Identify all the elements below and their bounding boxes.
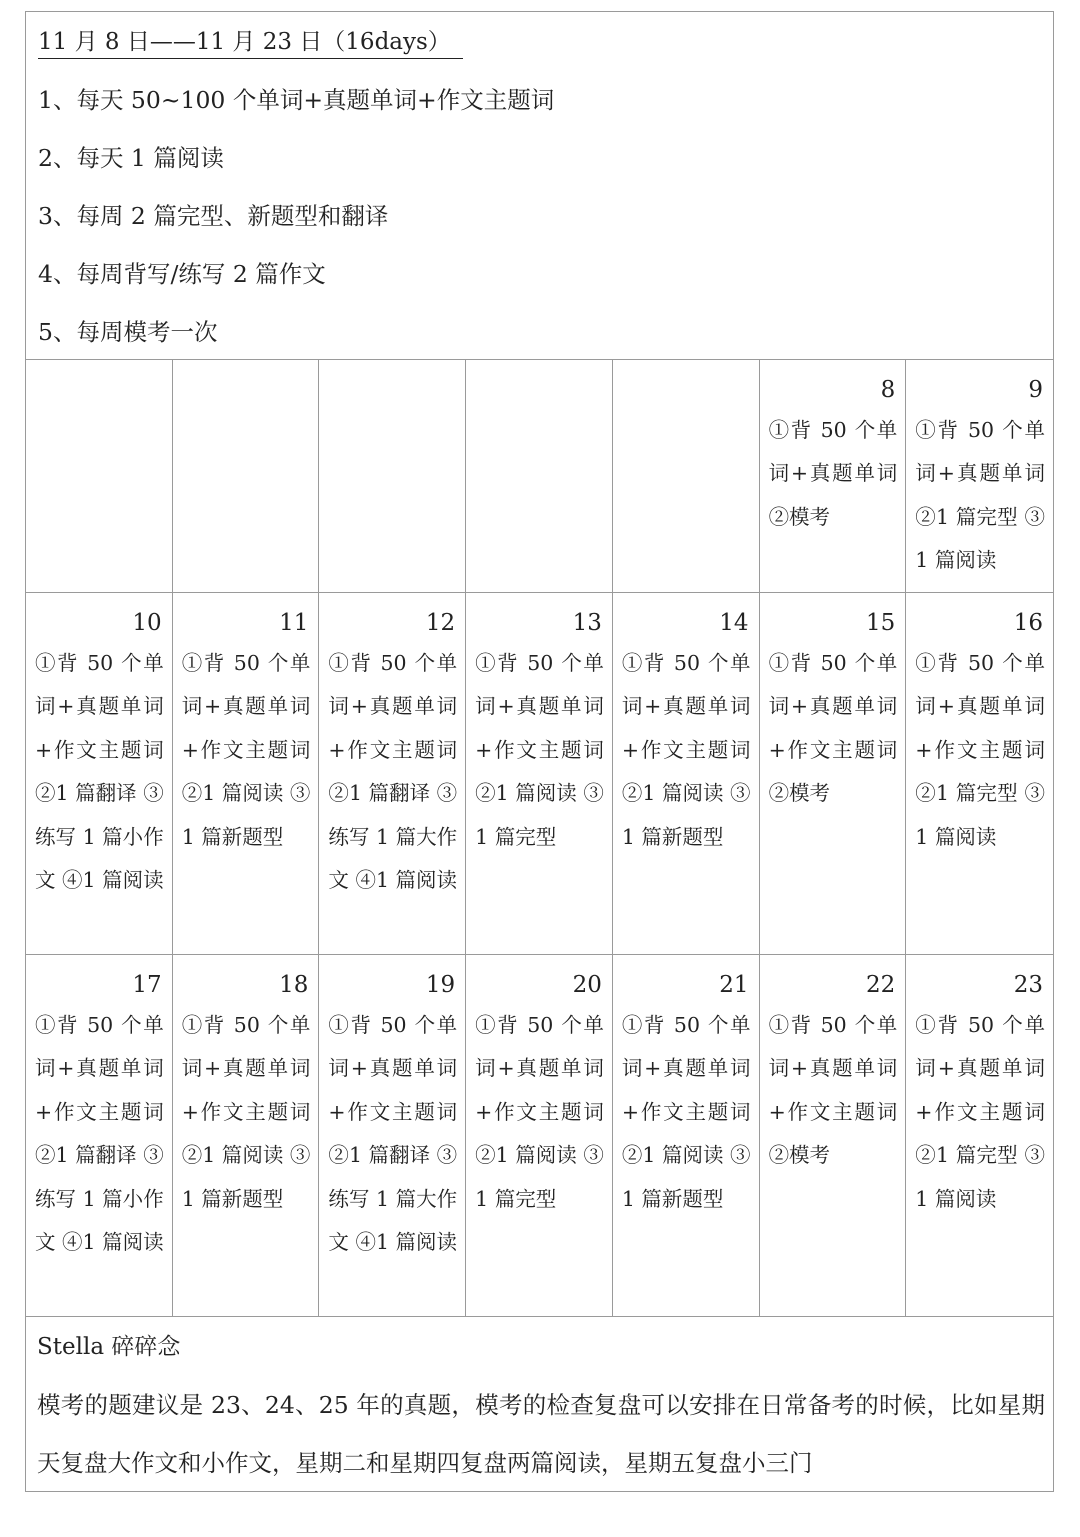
day-tasks: ①背 50 个单词+真题单词 +作文主题词 ②1 篇翻译 ③练写 1 篇小作文 ④1 篇阅读: [35, 651, 164, 893]
study-plan-sheet: [25, 11, 1054, 1492]
day-number: 9: [1028, 377, 1043, 403]
day-tasks: ①背 50 个单词+真题单词 ②1 篇完型 ③1 篇阅读: [915, 418, 1045, 573]
calendar-grid: [26, 360, 1053, 1317]
calendar-day-cell: [613, 360, 760, 593]
day-number: 10: [132, 610, 162, 636]
goal-item: 3、每周 2 篇完型、新题型和翻译: [38, 202, 389, 230]
day-tasks: ①背 50 个单词+真题单词 ②模考: [768, 418, 898, 529]
goal-item: 2、每天 1 篇阅读: [38, 144, 224, 172]
day-number: 23: [1013, 972, 1043, 998]
day-tasks: ①背 50 个单词+真题单词 +作文主题词 ②1 篇阅读 ③1 篇新题型: [621, 651, 751, 849]
calendar-day-cell: [319, 593, 466, 955]
stella-note: [26, 1317, 1053, 1491]
calendar-day-cell: [173, 955, 320, 1317]
day-number: 20: [572, 972, 602, 998]
note-author: Stella 碎碎念: [37, 1334, 181, 1360]
day-number: 12: [425, 610, 456, 636]
day-number: 11: [279, 610, 309, 636]
calendar-day-cell: [466, 593, 613, 955]
day-tasks: ①背 50 个单词+真题单词 +作文主题词 ②1 篇翻译 ③练写 1 篇大作文 ④1 篇阅读: [328, 651, 458, 893]
day-tasks: ①背 50 个单词+真题单词 +作文主题词 ②1 篇阅读 ③1 篇完型: [475, 651, 604, 849]
calendar-day-cell: [26, 593, 173, 955]
calendar-day-cell: [613, 593, 760, 955]
day-tasks: ①背 50 个单词+真题单词 +作文主题词 ②模考: [768, 651, 898, 806]
goal-item: 4、每周背写/练写 2 篇作文: [38, 260, 326, 288]
goal-item: 1、每天 50~100 个单词+真题单词+作文主题词: [38, 86, 555, 114]
calendar-day-cell: [466, 360, 613, 593]
day-number: 17: [132, 972, 162, 998]
day-tasks: ①背 50 个单词+真题单词 +作文主题词 ②1 篇完型 ③1 篇阅读: [915, 651, 1045, 849]
calendar-day-cell: [760, 955, 907, 1317]
calendar-day-cell: [466, 955, 613, 1317]
day-tasks: ①背 50 个单词+真题单词 +作文主题词 ②模考: [768, 1013, 898, 1168]
calendar-day-cell: [760, 593, 907, 955]
day-number: 15: [866, 610, 896, 636]
day-tasks: ①背 50 个单词+真题单词 +作文主题词 ②1 篇阅读 ③1 篇新题型: [621, 1013, 751, 1211]
day-tasks: ①背 50 个单词+真题单词 +作文主题词 ②1 篇阅读 ③1 篇完型: [475, 1013, 604, 1211]
calendar-day-cell: [906, 360, 1053, 593]
day-tasks: ①背 50 个单词+真题单词 +作文主题词 ②1 篇翻译 ③练写 1 篇大作文 ④1 篇阅读: [328, 1013, 458, 1255]
calendar-day-cell: [319, 955, 466, 1317]
day-number: 19: [425, 972, 456, 998]
day-tasks: ①背 50 个单词+真题单词 +作文主题词 ②1 篇完型 ③1 篇阅读: [915, 1013, 1045, 1211]
calendar-day-cell: [760, 360, 907, 593]
goal-item: 5、每周模考一次: [38, 318, 218, 346]
day-number: 8: [880, 377, 896, 403]
day-tasks: ①背 50 个单词+真题单词 +作文主题词 ②1 篇翻译 ③练写 1 篇小作文 ④1 篇阅读: [35, 1013, 164, 1255]
day-number: 13: [572, 610, 602, 636]
calendar-day-cell: [26, 955, 173, 1317]
day-number: 22: [866, 972, 896, 998]
calendar-day-cell: [906, 955, 1053, 1317]
calendar-day-cell: [173, 360, 320, 593]
date-range: 11 月 8 日——11 月 23 日（16days）: [38, 26, 463, 59]
day-number: 18: [279, 972, 309, 998]
day-tasks: ①背 50 个单词+真题单词 +作文主题词 ②1 篇阅读 ③1 篇新题型: [181, 1013, 311, 1211]
day-number: 16: [1013, 610, 1043, 636]
day-number: 14: [719, 610, 749, 636]
calendar-day-cell: [173, 593, 320, 955]
calendar-day-cell: [906, 593, 1053, 955]
calendar-day-cell: [319, 360, 466, 593]
day-number: 21: [719, 972, 749, 998]
calendar-day-cell: [26, 360, 173, 593]
plan-header: [26, 12, 1053, 360]
note-text: 模考的题建议是 23、24、25 年的真题，模考的检查复盘可以安排在日常备考的时候，比如星期天复盘大作文和小作文，星期二和星期四复盘两篇阅读，星期五复盘小三门: [37, 1391, 1045, 1477]
calendar-day-cell: [613, 955, 760, 1317]
day-tasks: ①背 50 个单词+真题单词 +作文主题词 ②1 篇阅读 ③1 篇新题型: [181, 651, 311, 849]
